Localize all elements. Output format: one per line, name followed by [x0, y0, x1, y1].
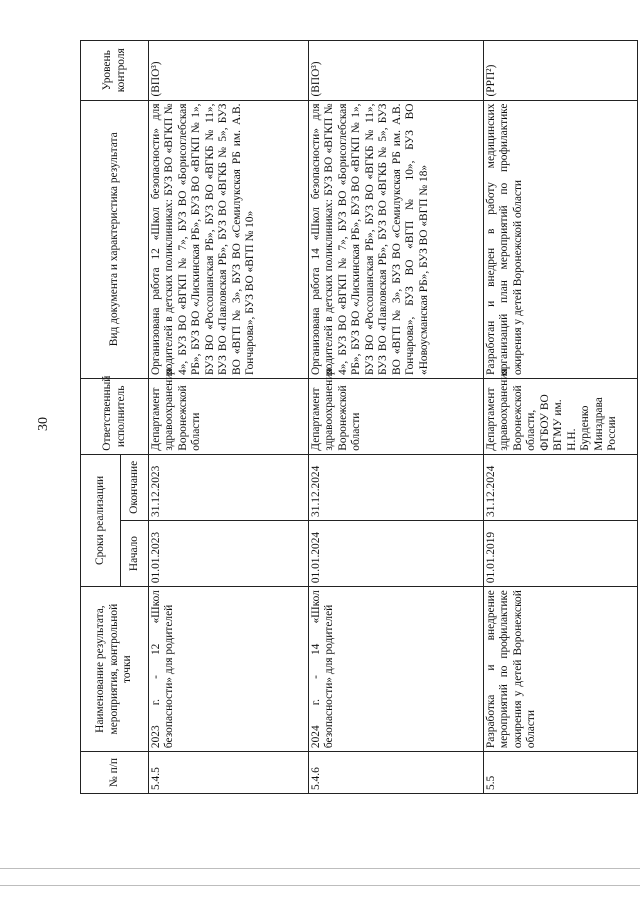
- row-num: 5.5: [484, 752, 638, 794]
- row-name: 2023 г. - 12 «Школ безопасности» для родителей: [149, 587, 309, 752]
- scan-edge-line: [0, 868, 640, 869]
- row-level: (РРП²): [484, 41, 638, 101]
- header-start: Начало: [121, 520, 149, 586]
- scan-edge-line: [0, 885, 640, 886]
- table-row: [149, 41, 309, 794]
- row-end: 31.12.2024: [484, 454, 638, 520]
- row-doc: Разработан и внедрен в работу медицинских организаций план мероприятий по профилактике ожирения у детей Воронежской области: [484, 100, 638, 378]
- header-name: Наименование результата, мероприятия, контрольной точки: [81, 587, 149, 752]
- row-num: 5.4.5: [149, 752, 309, 794]
- table-row: [484, 41, 638, 794]
- row-level: (ВПО³): [149, 41, 309, 101]
- row-responsible: Департамент здравоохранения Воронежской области, ФГБОУ ВО ВГМУ им. Н.Н. Бурденко Минздрава России: [484, 378, 638, 454]
- row-responsible: Департамент здравоохранения Воронежской области: [309, 378, 484, 454]
- row-start: 01.01.2023: [149, 520, 309, 586]
- header-level: Уровень контроля: [81, 41, 149, 101]
- row-start: 01.01.2019: [484, 520, 638, 586]
- header-responsible: Ответственный исполнитель: [81, 378, 149, 454]
- row-end: 31.12.2023: [149, 454, 309, 520]
- row-responsible: Департамент здравоохранения Воронежской области: [149, 378, 309, 454]
- header-doc: Вид документа и характеристика результата: [81, 100, 149, 378]
- row-start: 01.01.2024: [309, 520, 484, 586]
- plan-table: [80, 40, 638, 794]
- header-num: № п/п: [81, 752, 149, 794]
- header-end: Окончание: [121, 454, 149, 520]
- rotated-table-container: [80, 40, 637, 794]
- row-level: (ВПО³): [309, 41, 484, 101]
- row-num: 5.4.6: [309, 752, 484, 794]
- row-doc: Организована работа 14 «Школ безопасности» для родителей в детских поликлиниках: БУЗ ВО «ВГКП № 4», БУЗ ВО «ВГКП № 7», БУЗ ВО «Борисоглебская РБ», БУЗ ВО «Лискинская РБ», БУЗ ВО «ВГКП № 1», БУЗ ВО «Россошанская РБ», БУЗ ВО «ВГКБ № 11», БУЗ ВО «Павловская РБ», БУЗ ВО «ВГКБ № 5», БУЗ ВО «ВГП № 3», БУЗ ВО «Семилукская РБ им. А.В. Гончарова», БУЗ ВО «ВГП № 10», БУЗ ВО «Новоусманская РБ», БУЗ ВО «ВГП № 18»: [309, 100, 484, 378]
- row-name: 2024 г. - 14 «Школ безопасности» для родителей: [309, 587, 484, 752]
- row-end: 31.12.2024: [309, 454, 484, 520]
- header-terms: Сроки реализации: [81, 454, 121, 586]
- row-name: Разработка и внедрение мероприятий по профилактике ожирения у детей Воронежской области: [484, 587, 638, 752]
- row-doc: Организована работа 12 «Школ безопасности» для родителей в детских поликлиниках: БУЗ ВО «ВГКП № 4», БУЗ ВО «ВГКП № 7», БУЗ ВО «Борисоглебская РБ», БУЗ ВО «Лискинская РБ», БУЗ ВО «ВГКП № 1», БУЗ ВО «Россошанская РБ», БУЗ ВО «ВГКБ № 11», БУЗ ВО «Павловская РБ», БУЗ ВО «ВГКБ № 5», БУЗ ВО «ВГП № 3», БУЗ ВО «Семилукская РБ им. А.В. Гончарова», БУЗ ВО «ВГП № 10»: [149, 100, 309, 378]
- page-number: 30: [36, 417, 51, 431]
- table-row: [309, 41, 484, 794]
